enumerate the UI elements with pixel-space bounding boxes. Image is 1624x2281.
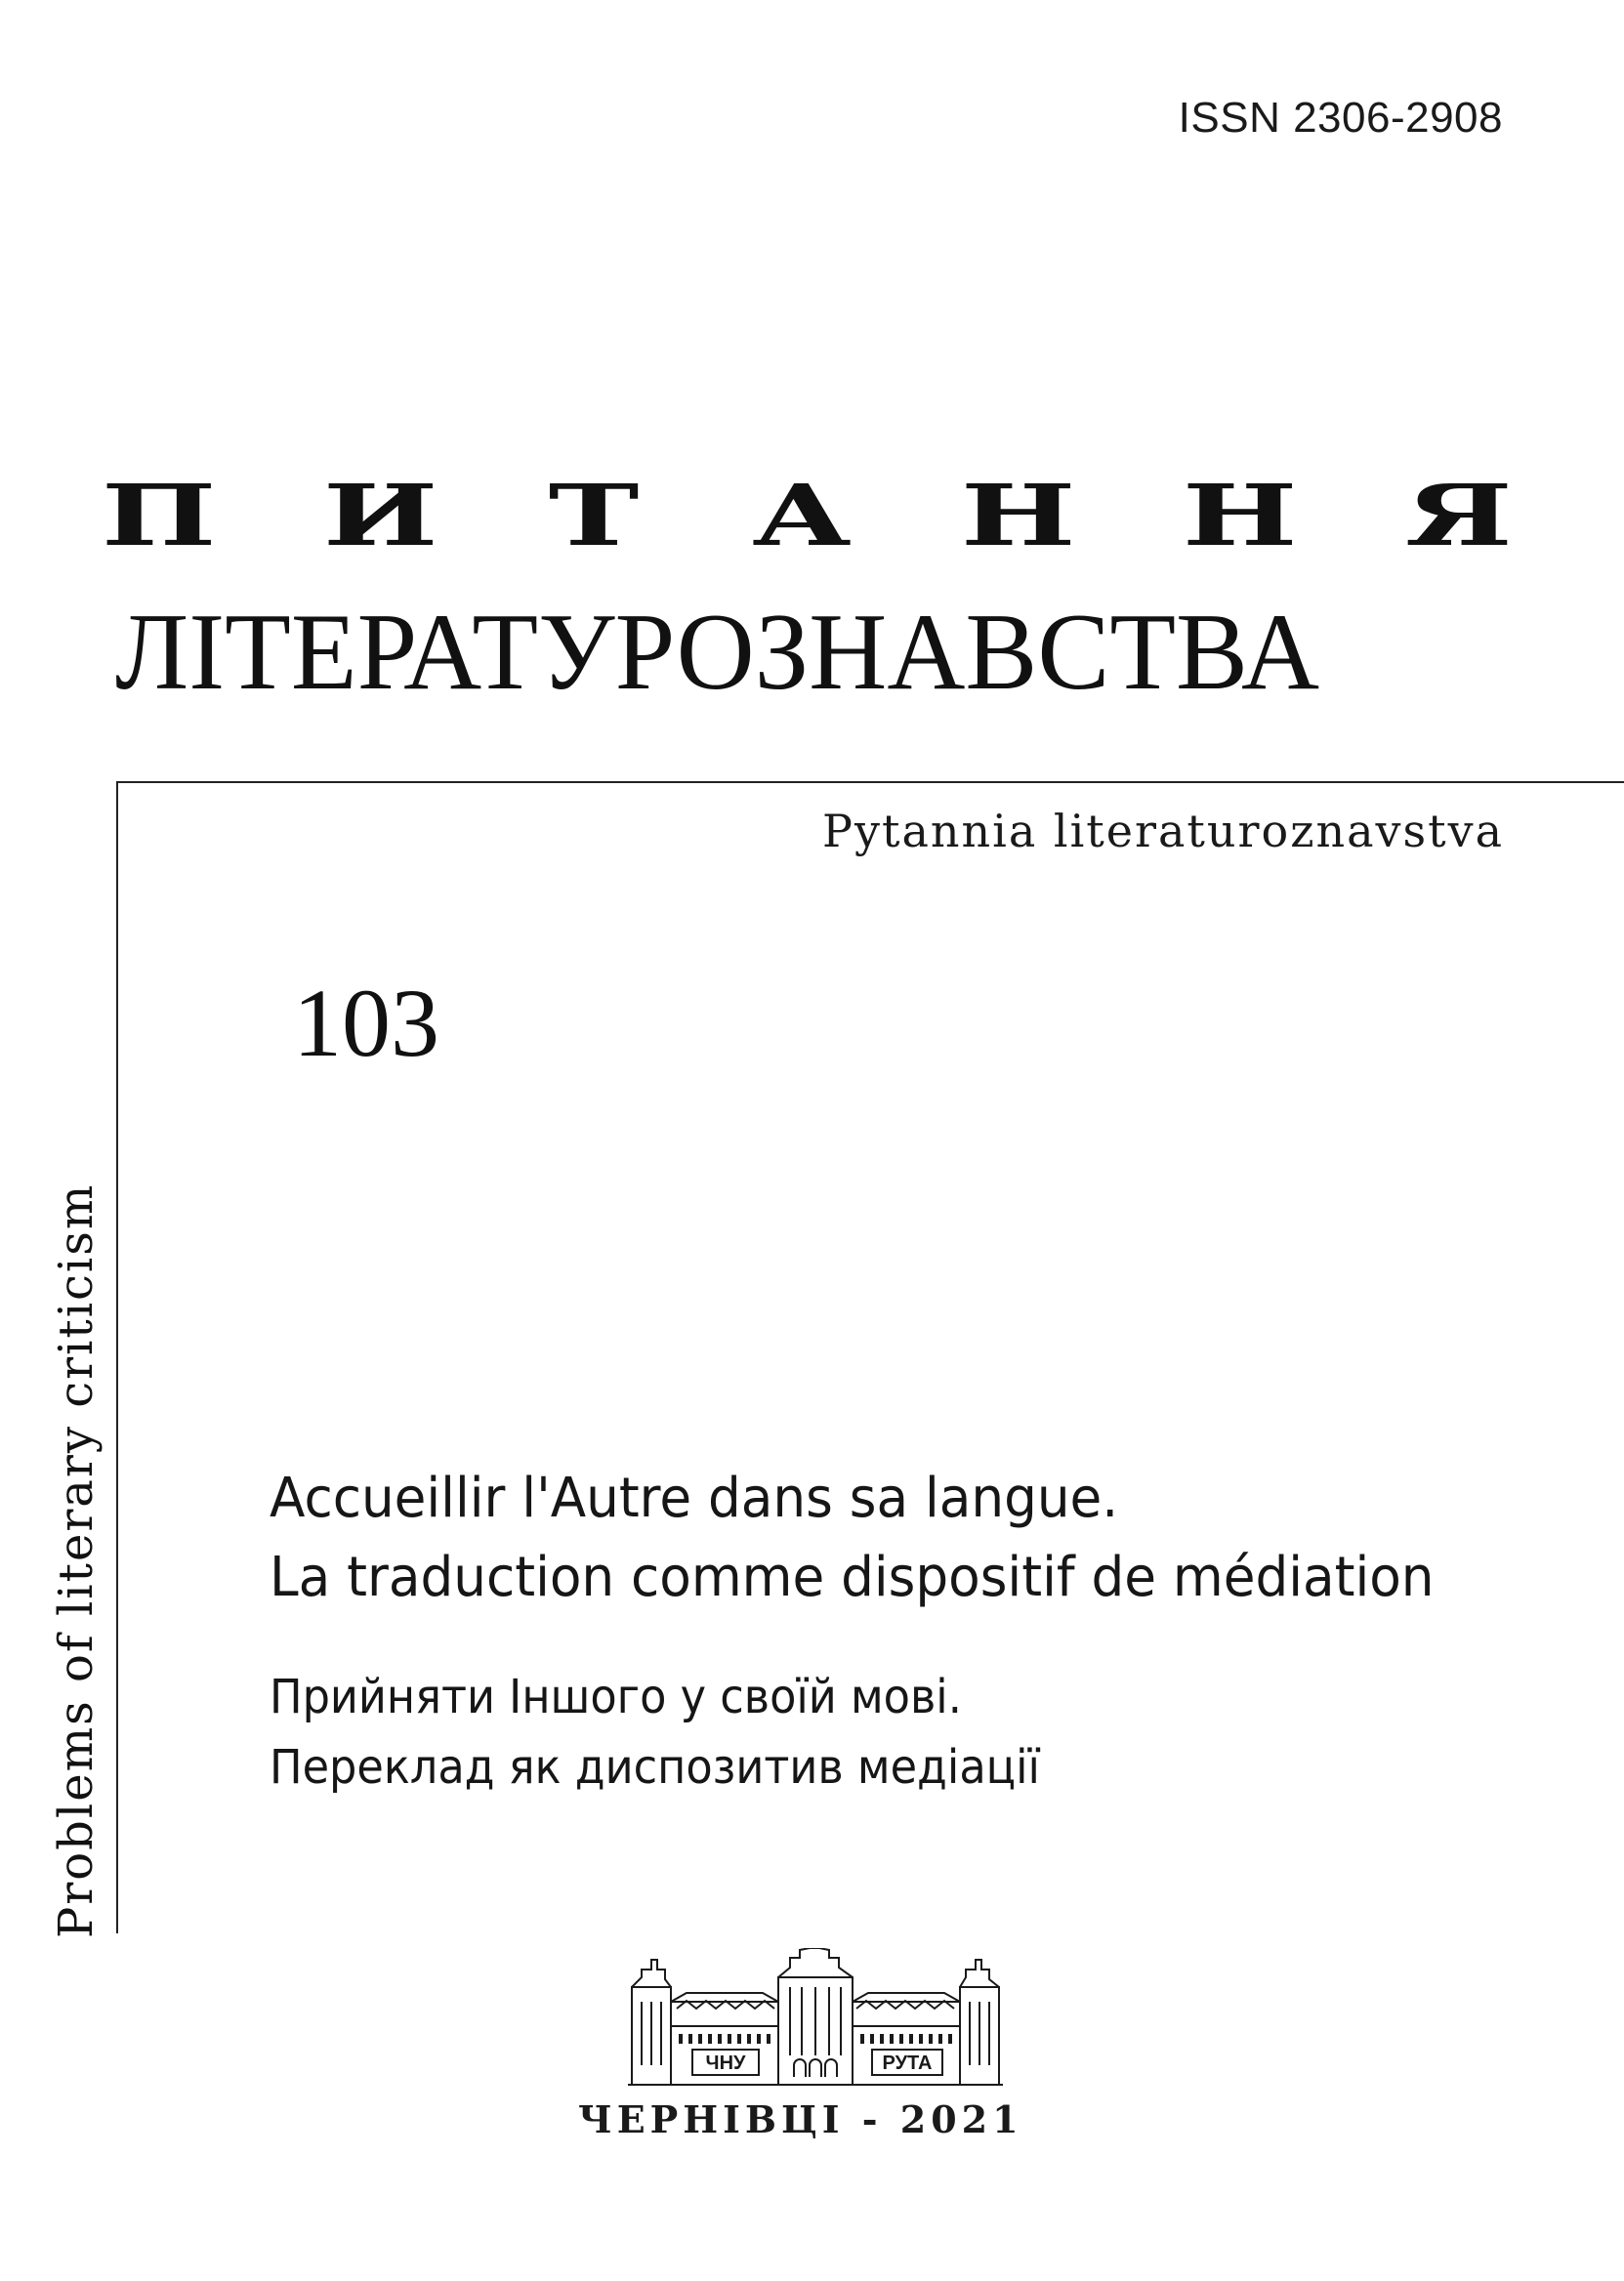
- title-letter: Н: [960, 467, 1076, 565]
- logo-left-text: ЧНУ: [705, 2053, 746, 2074]
- journal-title-line1: [101, 467, 1514, 565]
- issue-number: 103: [293, 969, 439, 1077]
- issn-number: ISSN 2306-2908: [1178, 94, 1503, 142]
- vertical-english-title: Problems of literary criticism: [49, 1182, 104, 1938]
- theme-fr-line1: Accueillir l'Autre dans sa langue.: [270, 1467, 1119, 1530]
- title-letter: И: [322, 467, 438, 565]
- frame-top-rule: [116, 781, 1624, 783]
- title-letter: Н: [1182, 467, 1298, 565]
- issue-theme-french: [270, 1459, 1435, 1617]
- latin-title: Pytannia literaturoznavstva: [822, 805, 1504, 857]
- theme-uk-line2: Переклад як диспозитив медіації: [270, 1740, 1040, 1795]
- logo-right-text: РУТА: [882, 2053, 933, 2074]
- theme-fr-line2: La traduction comme dispositif de médiation: [270, 1546, 1435, 1609]
- frame-left-rule: [116, 781, 118, 1933]
- journal-title-line2: ЛІТЕРАТУРОЗНАВСТВА: [115, 592, 1320, 713]
- theme-uk-line1: Прийняти Іншого у своїй мові.: [270, 1670, 962, 1724]
- title-letter: А: [752, 467, 852, 565]
- publisher-logo-building-icon: [628, 1948, 1003, 2099]
- imprint-city-year: ЧЕРНІВЦІ - 2021: [578, 2097, 1023, 2141]
- title-letter: Я: [1405, 467, 1514, 565]
- issue-theme-ukrainian: [270, 1662, 1040, 1803]
- title-letter: Т: [548, 467, 640, 565]
- title-letter: П: [101, 467, 217, 565]
